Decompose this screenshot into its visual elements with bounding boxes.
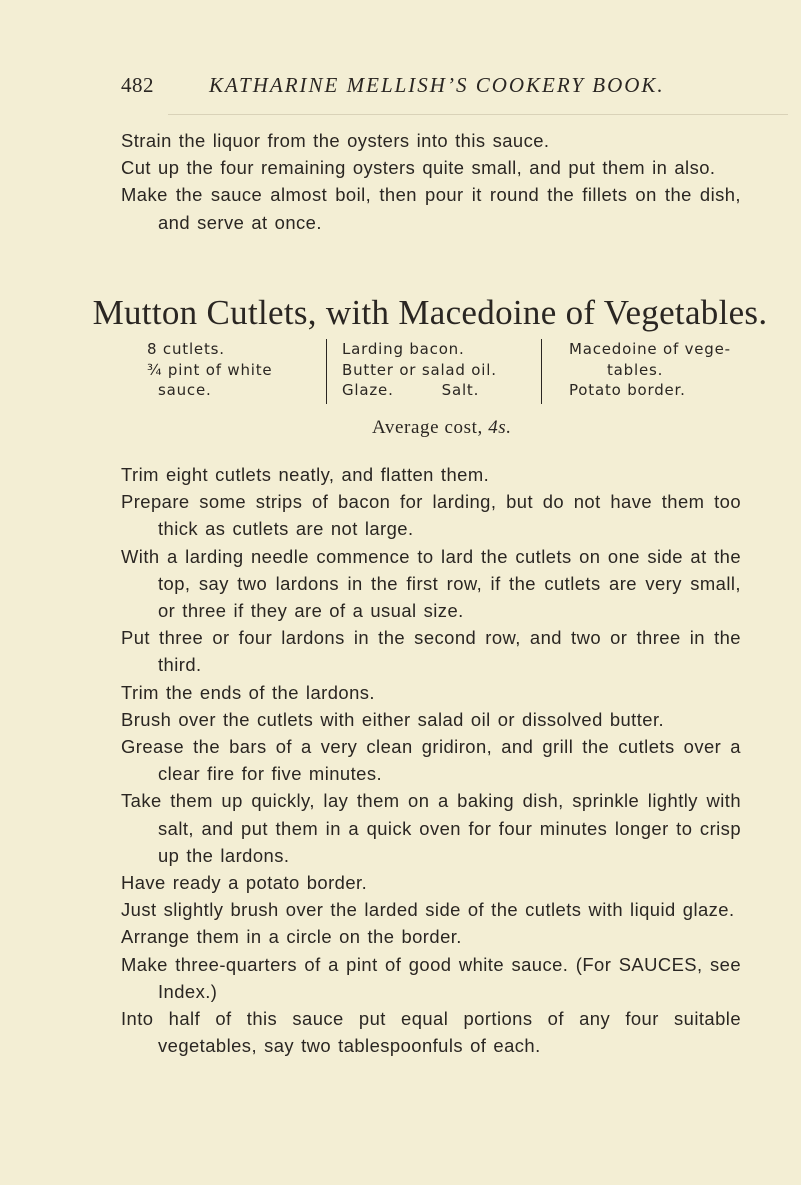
- ingredient: Macedoine of vege-: [569, 340, 731, 358]
- method-step: Prepare some strips of bacon for larding, but do not have them too thick as cutlets are not large.: [121, 491, 741, 540]
- intro-section: [121, 127, 741, 236]
- paragraph: Cut up the four remaining oysters quite small, and put them in also.: [121, 157, 716, 179]
- method-step: Brush over the cutlets with either salad oil or dissolved butter.: [121, 708, 665, 730]
- ingredient: Salt.: [441, 381, 480, 399]
- ingredient: sauce.: [158, 381, 212, 399]
- ingredient: Potato border.: [569, 381, 686, 399]
- page-number: 482: [121, 73, 154, 97]
- recipe-title: Mutton Cutlets, with Macedoine of Vegetables.: [92, 293, 768, 332]
- cost-value: 4s.: [488, 417, 512, 438]
- method-step: Have ready a potato border.: [121, 872, 368, 894]
- method-step: Trim the ends of the lardons.: [121, 681, 375, 703]
- method-section: [121, 461, 741, 1059]
- ingredient: tables.: [607, 360, 664, 379]
- ingredient: 8 cutlets.: [147, 340, 225, 358]
- ingredients-column-1: [147, 339, 297, 401]
- method-step: Into half of this sauce put equal portions of any four suitable vegetables, say two tablespoonfuls of each.: [121, 1008, 741, 1057]
- running-title: KATHARINE MELLISH’S COOKERY BOOK.: [209, 73, 665, 97]
- ingredient-pair: [342, 381, 479, 399]
- method-step: Arrange them in a circle on the border.: [121, 926, 462, 948]
- ingredients-column-3: [541, 339, 759, 404]
- average-cost: [372, 417, 512, 439]
- method-step: Make three-quarters of a pint of good white sauce. (For SAUCES, see Index.): [121, 953, 741, 1002]
- page-header: [121, 73, 701, 105]
- ingredient: ¾ pint of white: [147, 360, 273, 379]
- method-step: Trim eight cutlets neatly, and flatten them.: [121, 464, 490, 485]
- ingredient: Butter or salad oil.: [342, 360, 497, 379]
- method-step: Take them up quickly, lay them on a baking dish, sprinkle lightly with salt, and put them in a quick oven for four minutes longer to crisp up the lardons.: [121, 790, 741, 866]
- method-step: Just slightly brush over the larded side of the cutlets with liquid glaze.: [121, 899, 735, 921]
- paragraph: Strain the liquor from the oysters into this sauce.: [121, 130, 550, 151]
- cost-label: Average cost,: [372, 417, 483, 438]
- ingredient: Glaze.: [342, 381, 394, 399]
- method-step: With a larding needle commence to lard the cutlets on one side at the top, say two lardons in the first row, if the cutlets are very small, or three if they are of a usual size.: [121, 545, 741, 622]
- paragraph: Make the sauce almost boil, then pour it round the fillets on the dish, and serve at once.: [121, 184, 741, 233]
- method-step: Grease the bars of a very clean gridiron, and grill the cutlets over a clear fire for five minutes.: [121, 736, 741, 785]
- ingredients-column-2: [326, 339, 542, 404]
- method-step: Put three or four lardons in the second row, and two or three in the third.: [121, 627, 741, 676]
- ingredient: Larding bacon.: [342, 340, 465, 358]
- header-rule: [168, 114, 788, 115]
